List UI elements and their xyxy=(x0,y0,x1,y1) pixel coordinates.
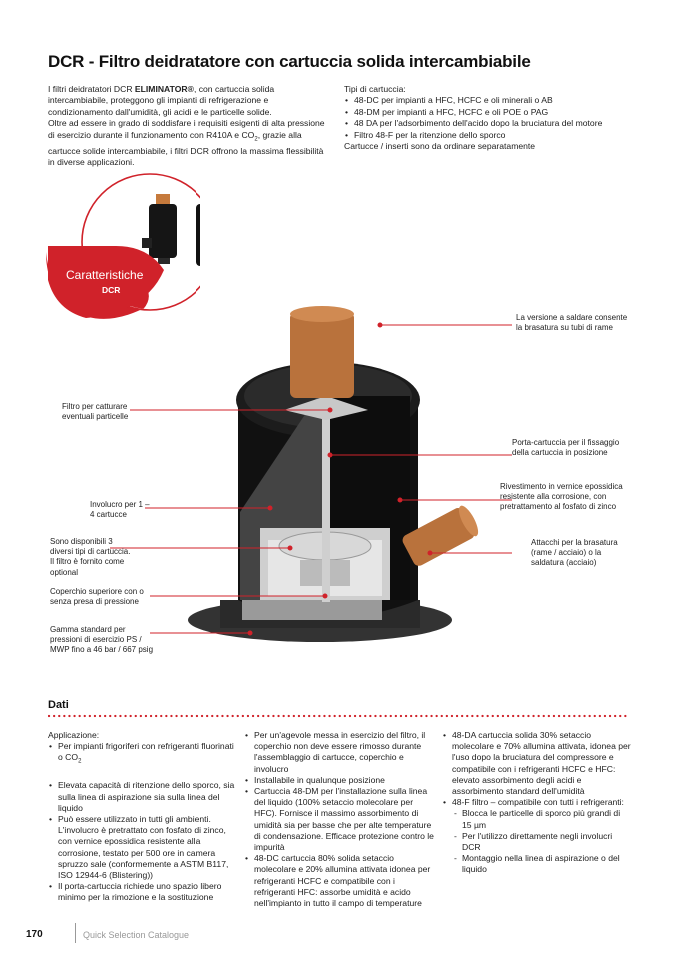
intro-subscript: 2 xyxy=(254,136,258,143)
page-title: DCR - Filtro deidratatore con cartuccia solida intercambiabile xyxy=(48,52,531,71)
footer-catalogue-title: Quick Selection Catalogue xyxy=(83,930,190,940)
callout-attacchi: Attacchi per la brasatura (rame / acciaio) o la saldatura (acciaio) xyxy=(531,538,618,568)
list-item: • 48-DA cartuccia solida 30% setaccio molecolare e 70% allumina attivata, idonea per l'uso dopo la bruciatura del compressore e compatibile con i refrigeranti HCFC e HFC: elevato assorbimento degli acidi e assorbimento standard dell'umidità xyxy=(442,730,632,797)
footer-divider xyxy=(75,923,76,943)
callout-gamma: Gamma standard per pressioni di esercizio PS / MWP fino a 46 bar / 667 psig xyxy=(50,625,154,655)
callout-versione-saldare: La versione a saldare consente la brasatura su tubi di rame xyxy=(516,313,628,333)
dotted-divider xyxy=(48,714,630,718)
dati-column-3 xyxy=(442,730,632,876)
applicazione-heading: Applicazione: xyxy=(48,730,100,740)
list-item: • Il porta-cartuccia richiede uno spazio libero minimo per la rimozione e la sostituzione xyxy=(48,881,238,903)
intro-text-3: Oltre ad essere in grado di soddisfare i requisiti esigenti di alta pressione di esercizio durante il funzionamento con R410A e CO xyxy=(48,118,325,140)
callout-rivestimento: Rivestimento in vernice epossidica resistente alla corrosione, con pretrattamento al fosfato di zinco xyxy=(500,482,623,512)
list-item-subscript: 2 xyxy=(78,759,82,766)
cartridge-note: Cartucce / inserti sono da ordinare separatamente xyxy=(344,141,536,152)
list-item: • Può essere utilizzato in tutti gli ambienti. L'involucro è pretrattato con fosfato di zinco, con vernice epossidica resistente alla corrosione, testato per 500 ore in camera spruzzo sale (conformemente a ASTM B117, ISO 12944-6 (Blistering)) xyxy=(48,814,238,881)
list-item: • 48-DC cartuccia 80% solida setaccio molecolare e 20% allumina attivata idonea per refrigeranti HCFC e compatibile con i refrigeranti HFC: assorbe umidità e acido nell'impianto in tutto il campo di temperature xyxy=(244,853,434,909)
dati-heading: Dati xyxy=(48,699,69,711)
badge-subtitle: DCR xyxy=(102,285,121,295)
intro-text-2: , con cartuccia solida intercambiabile, proteggono gli impianti di refrigerazione e condizionamento dall'umidità, gli acidi e le particelle solide. xyxy=(48,84,275,117)
list-item: • Filtro 48-F per la ritenzione dello sporco xyxy=(344,130,644,141)
callout-coperchio: Coperchio superiore con o senza presa di pressione xyxy=(50,587,144,607)
page-number: 170 xyxy=(26,929,43,940)
list-item xyxy=(48,741,238,768)
callout-porta-cartuccia: Porta-cartuccia per il fissaggio della cartuccia in posizione xyxy=(512,438,620,458)
list-item: • 48 DA per l'adsorbimento dell'acido dopo la bruciatura del motore xyxy=(344,118,644,129)
dati-column-2 xyxy=(244,730,434,909)
callout-filtro-particelle: Filtro per catturare eventuali particelle xyxy=(62,402,129,422)
brand-name: ELIMINATOR® xyxy=(134,84,194,94)
list-item: • Per un'agevole messa in esercizio del filtro, il coperchio non deve essere rimosso durante l'assemblaggio di cartucce, coperchio e involucro xyxy=(244,730,434,775)
sub-list-item: - Montaggio nella linea di aspirazione o del liquido xyxy=(452,853,632,875)
badge-title: Caratteristiche xyxy=(66,268,144,282)
callout-tipi-cartuccia: Sono disponibili 3 diversi tipi di cartuccia. Il filtro è fornito come optional xyxy=(50,537,131,577)
list-item: • 48-DM per impianti a HFC, HCFC e oli POE o PAG xyxy=(344,107,644,118)
cartridge-types-heading: Tipi di cartuccia: xyxy=(344,84,406,94)
sub-list-item: - Per l'utilizzo direttamente negli involucri DCR xyxy=(452,831,632,853)
list-item-text: 48-F filtro – compatibile con tutti i refrigeranti: xyxy=(452,797,624,808)
dati-column-1 xyxy=(48,730,238,904)
list-item: • 48-DC per impianti a HFC, HCFC e oli minerali o AB xyxy=(344,95,644,106)
intro-text-4: , grazie alla cartucce solide intercambiabile, i filtri DCR offrono la massima flessibilità in diverse applicazioni. xyxy=(48,129,324,168)
list-item: • Installabile in qualunque posizione xyxy=(244,775,434,786)
callout-involucro: Involucro per 1 – 4 cartucce xyxy=(90,500,150,520)
sub-list-item: - Blocca le particelle di sporco più grandi di 15 µm xyxy=(452,808,632,830)
list-item-text: Per impianti frigoriferi con refrigeranti fluorinati o CO xyxy=(58,741,234,763)
list-item: • Cartuccia 48-DM per l'installazione sulla linea del liquido (100% setaccio molecolare per HFC). Fornisce il massimo assorbimento di umidità sia per basse che per alte temperature di condensazione. Efficace protezione contro le impurità xyxy=(244,786,434,853)
list-item: • Elevata capacità di ritenzione dello sporco, sia sulla linea di aspirazione sia sulla linea del liquido xyxy=(48,780,238,814)
intro-text-1: I filtri deidratatori DCR xyxy=(48,84,135,94)
list-item xyxy=(442,797,632,875)
